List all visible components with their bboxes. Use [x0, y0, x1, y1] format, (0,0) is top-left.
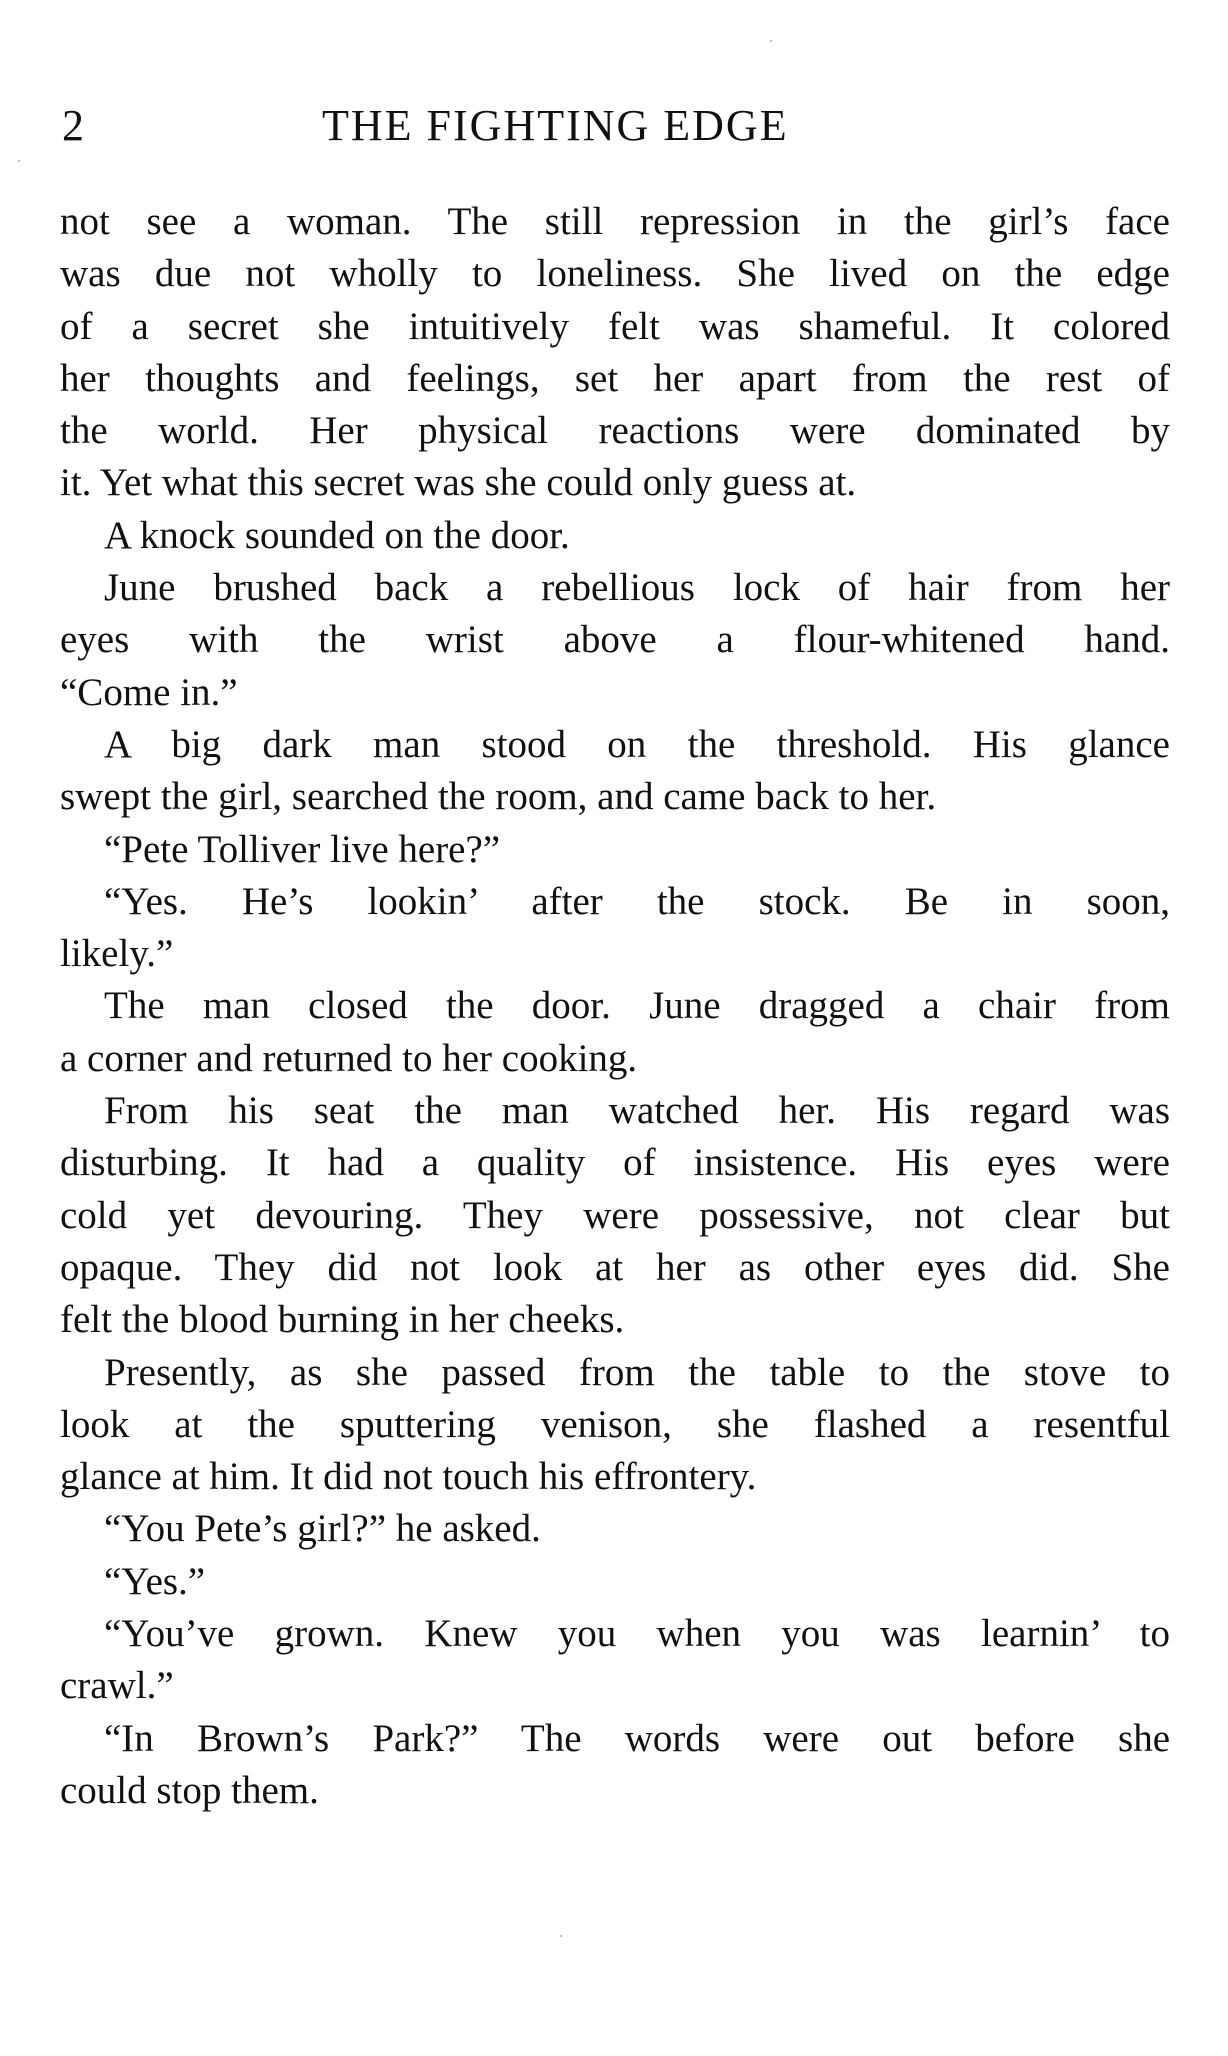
text-line: “Pete Tolliver live here?”	[104, 827, 501, 871]
text-line: June brushed back a rebellious lock of hair from her	[104, 566, 1170, 610]
text-line: it. Yet what this secret was she could only guess at.	[60, 461, 857, 505]
text-line: the world. Her physical reactions were dominated by	[60, 409, 1170, 453]
text-line: her thoughts and feelings, set her apart from the rest of	[60, 356, 1170, 400]
text-line: “You’ve grown. Knew you when you was learnin’ to	[104, 1612, 1170, 1656]
text-line: From his seat the man watched her. His regard was	[104, 1089, 1170, 1133]
speck	[560, 1935, 562, 1937]
text-line: “You Pete’s girl?” he asked.	[104, 1507, 541, 1551]
body-text	[60, 196, 1170, 1817]
text-line: eyes with the wrist above a flour-whitened hand.	[60, 618, 1170, 662]
text-line: could stop them.	[60, 1768, 319, 1812]
text-line: Presently, as she passed from the table to the stove to	[104, 1350, 1170, 1394]
text-line: glance at him. It did not touch his effrontery.	[60, 1455, 757, 1499]
page-number: 2	[62, 101, 84, 150]
speck	[770, 40, 772, 42]
text-line: swept the girl, searched the room, and came back to her.	[60, 775, 937, 819]
text-line: The man closed the door. June dragged a chair from	[104, 984, 1170, 1028]
text-line: “In Brown’s Park?” The words were out before she	[104, 1716, 1170, 1760]
text-line: of a secret she intuitively felt was shameful. It colored	[60, 304, 1170, 348]
text-line: “Come in.”	[60, 670, 238, 714]
running-head: THE FIGHTING EDGE	[322, 101, 789, 150]
text-line: opaque. They did not look at her as other eyes did. She	[60, 1245, 1170, 1289]
page-header	[62, 100, 1172, 160]
text-line: A knock sounded on the door.	[104, 513, 570, 557]
text-line: likely.”	[60, 932, 174, 976]
text-line: “Yes.”	[104, 1559, 206, 1603]
text-line: cold yet devouring. They were possessive, not clear but	[60, 1193, 1170, 1237]
text-line: A big dark man stood on the threshold. His glance	[104, 722, 1170, 766]
text-line: was due not wholly to loneliness. She lived on the edge	[60, 252, 1170, 296]
text-line: a corner and returned to her cooking.	[60, 1036, 638, 1080]
text-line: look at the sputtering venison, she flashed a resentful	[60, 1402, 1170, 1446]
text-line: “Yes. He’s lookin’ after the stock. Be in soon,	[104, 879, 1170, 923]
text-line: felt the blood burning in her cheeks.	[60, 1298, 625, 1342]
text-line: crawl.”	[60, 1664, 174, 1708]
text-line: disturbing. It had a quality of insistence. His eyes were	[60, 1141, 1170, 1185]
speck	[18, 160, 20, 162]
text-line: not see a woman. The still repression in the girl’s face	[60, 200, 1170, 243]
